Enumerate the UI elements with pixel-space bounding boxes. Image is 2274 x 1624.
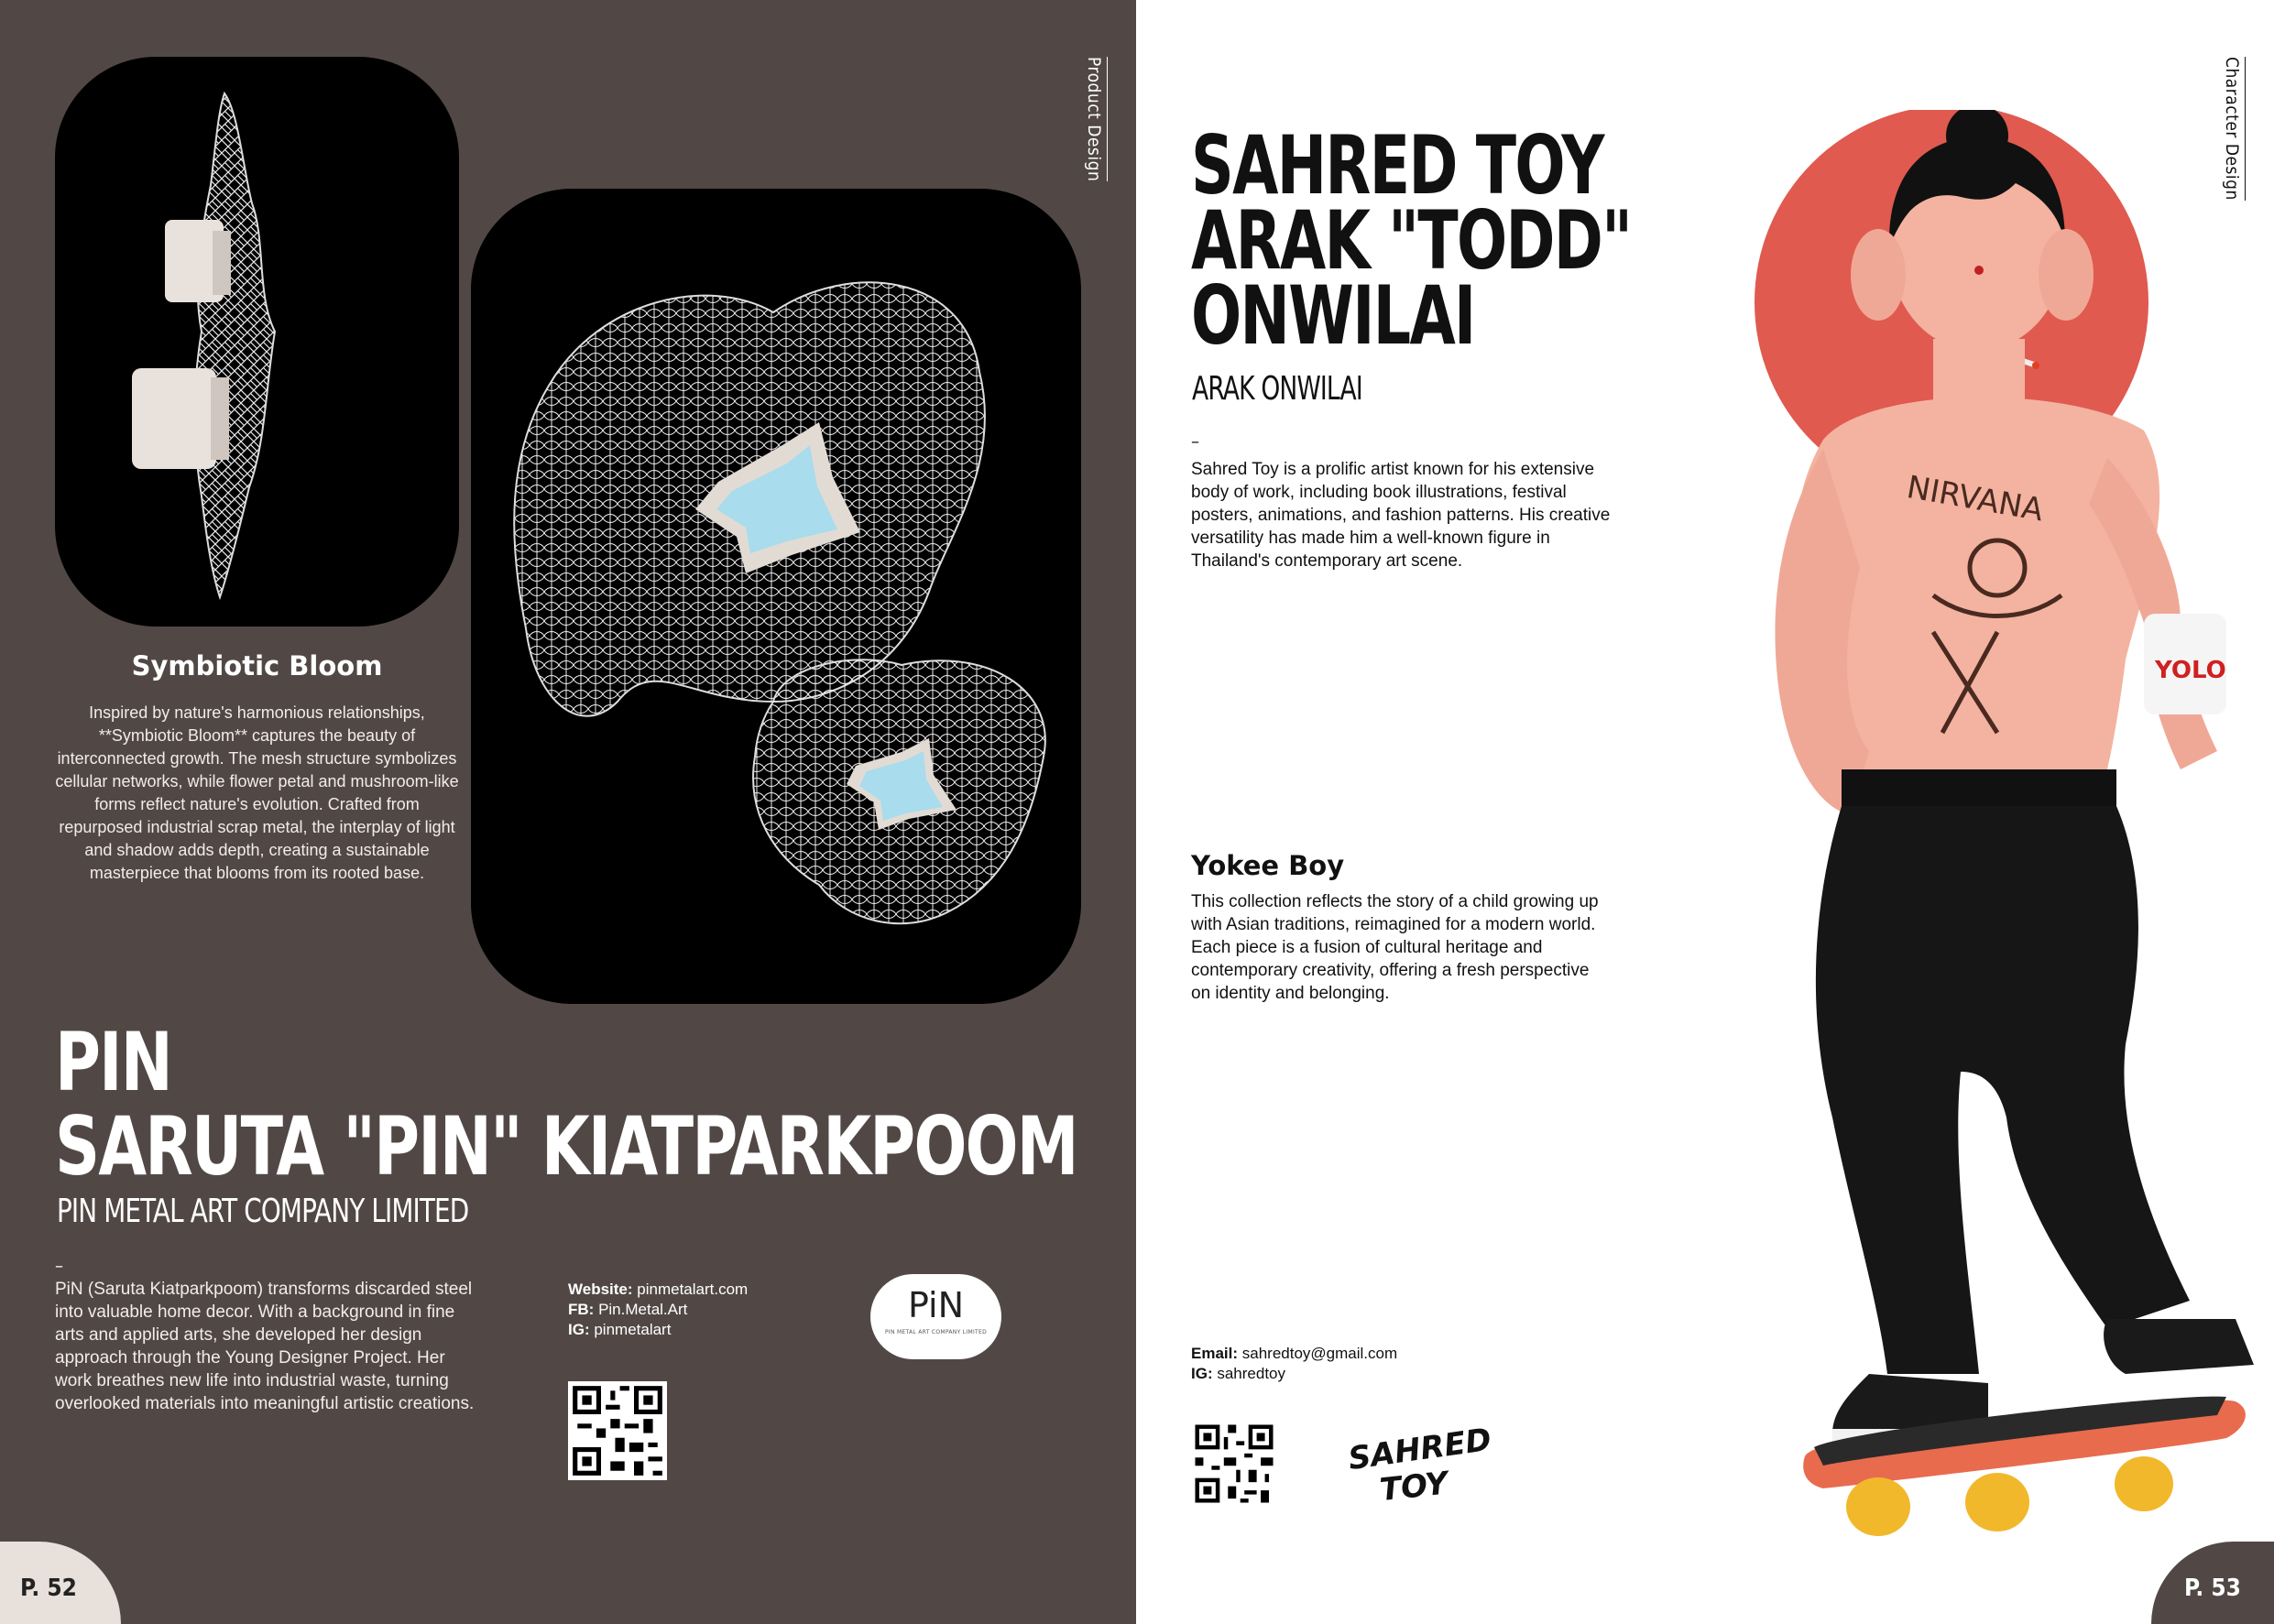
artwork-description: Inspired by nature's harmonious relationships, **Symbiotic Bloom** captures the beauty of interconnected growth. The mesh structure symbolizes cellular networks, while flower petal and mushroom-like forms reflect nature's evolution. Crafted from repurposed industrial scrap metal, the interplay of light and shadow adds depth, creating a sustainable masterpiece that blooms from its rooted base. (55, 703, 459, 882)
sahred-toy-logo (1343, 1418, 1490, 1510)
designer-bio: Sahred Toy is a prolific artist known for his extensive body of work, including book illustrations, festival posters, animations, and fashion patterns. His creative versatility has made him a well-known figure in Thailand's contemporary art scene. (1191, 460, 1611, 571)
contact-list (568, 1280, 748, 1340)
contact-instagram[interactable] (568, 1320, 748, 1340)
yokee-boy-figure-image (1631, 110, 2254, 1539)
artwork-side-view-image (55, 57, 459, 627)
qr-code[interactable] (568, 1381, 667, 1480)
designer-subname: ARAK ONWILAI (1192, 370, 1362, 408)
side-tab-product-design: Product Design (1084, 57, 1108, 181)
contact-label: Email: (1191, 1345, 1239, 1362)
page-number-left (0, 1542, 121, 1624)
pin-brand-logo (870, 1274, 1001, 1359)
dash-separator: – (1191, 432, 1199, 452)
chest-tattoo-text: NIRVANA (1904, 468, 2047, 529)
designer-name-line-2: ARAK "TODD" (1191, 193, 1632, 288)
contact-value: pinmetalart (594, 1321, 672, 1338)
mug-text: YOLO (2155, 657, 2226, 684)
contact-label: Website: (568, 1281, 633, 1298)
artwork-title: Symbiotic Bloom (131, 650, 383, 681)
side-tab-character-design: Character Design (2222, 57, 2246, 201)
logo-line-1: SAHRED (1346, 1421, 1490, 1478)
contact-value: sahredtoy@gmail.com (1241, 1345, 1398, 1362)
logo-line-2: TOY (1378, 1465, 1450, 1510)
contact-label: IG: (568, 1321, 590, 1338)
collection-title: Yokee Boy (1191, 850, 1345, 881)
page-number-label: P. 52 (20, 1575, 77, 1602)
artwork-front-view-image (471, 189, 1081, 1004)
page-number-right (2151, 1542, 2274, 1624)
contact-value: Pin.Metal.Art (598, 1301, 688, 1318)
contact-value: sahredtoy (1217, 1365, 1286, 1382)
logo-subtext: PIN METAL ART COMPANY LIMITED (884, 1329, 988, 1335)
designer-name-line-1: SAHRED TOY (1191, 118, 1603, 213)
contact-instagram[interactable] (1191, 1364, 1397, 1384)
designer-name-block (1191, 118, 1632, 363)
left-page (0, 0, 1136, 1624)
contact-list (1191, 1344, 1397, 1384)
dash-separator: – (55, 1257, 63, 1276)
designer-bio: PiN (Saruta Kiatparkpoom) transforms discarded steel into valuable home decor. With a background in fine arts and applied arts, she developed her design approach through the Young Designer Project. Her work breathes new life into industrial waste, turning overlooked materials into meaningful artistic creations. (55, 1280, 475, 1413)
designer-short-name: PIN (55, 1015, 172, 1109)
contact-label: FB: (568, 1301, 595, 1318)
qr-code-icon (1191, 1421, 1277, 1507)
contact-value: pinmetalart.com (637, 1281, 749, 1298)
designer-name-line-3: ONWILAI (1191, 268, 1475, 363)
right-page (1136, 0, 2274, 1624)
company-name: PIN METAL ART COMPANY LIMITED (57, 1193, 469, 1230)
sculpture-side-illustration (55, 57, 459, 627)
designer-full-name: SARUTA "PIN" KIATPARKPOOM (55, 1099, 1077, 1193)
collection-description: This collection reflects the story of a child growing up with Asian traditions, reimagined for a modern world. Each piece is a fusion of cultural heritage and contemporary creativity, offering a fresh perspective on identity and belonging. (1191, 892, 1599, 1003)
petal-mesh-illustration (471, 189, 1081, 1004)
page-number-label: P. 53 (2184, 1575, 2241, 1602)
logo-mark: PiN (907, 1285, 965, 1325)
qr-code-icon (568, 1381, 667, 1480)
contact-label: IG: (1191, 1365, 1213, 1382)
figure-illustration (1631, 110, 2254, 1539)
contact-facebook[interactable] (568, 1300, 748, 1320)
contact-email[interactable] (1191, 1344, 1397, 1364)
contact-website[interactable] (568, 1280, 748, 1300)
sahred-toy-logo-mark (1343, 1418, 1490, 1510)
qr-code[interactable] (1191, 1421, 1277, 1507)
